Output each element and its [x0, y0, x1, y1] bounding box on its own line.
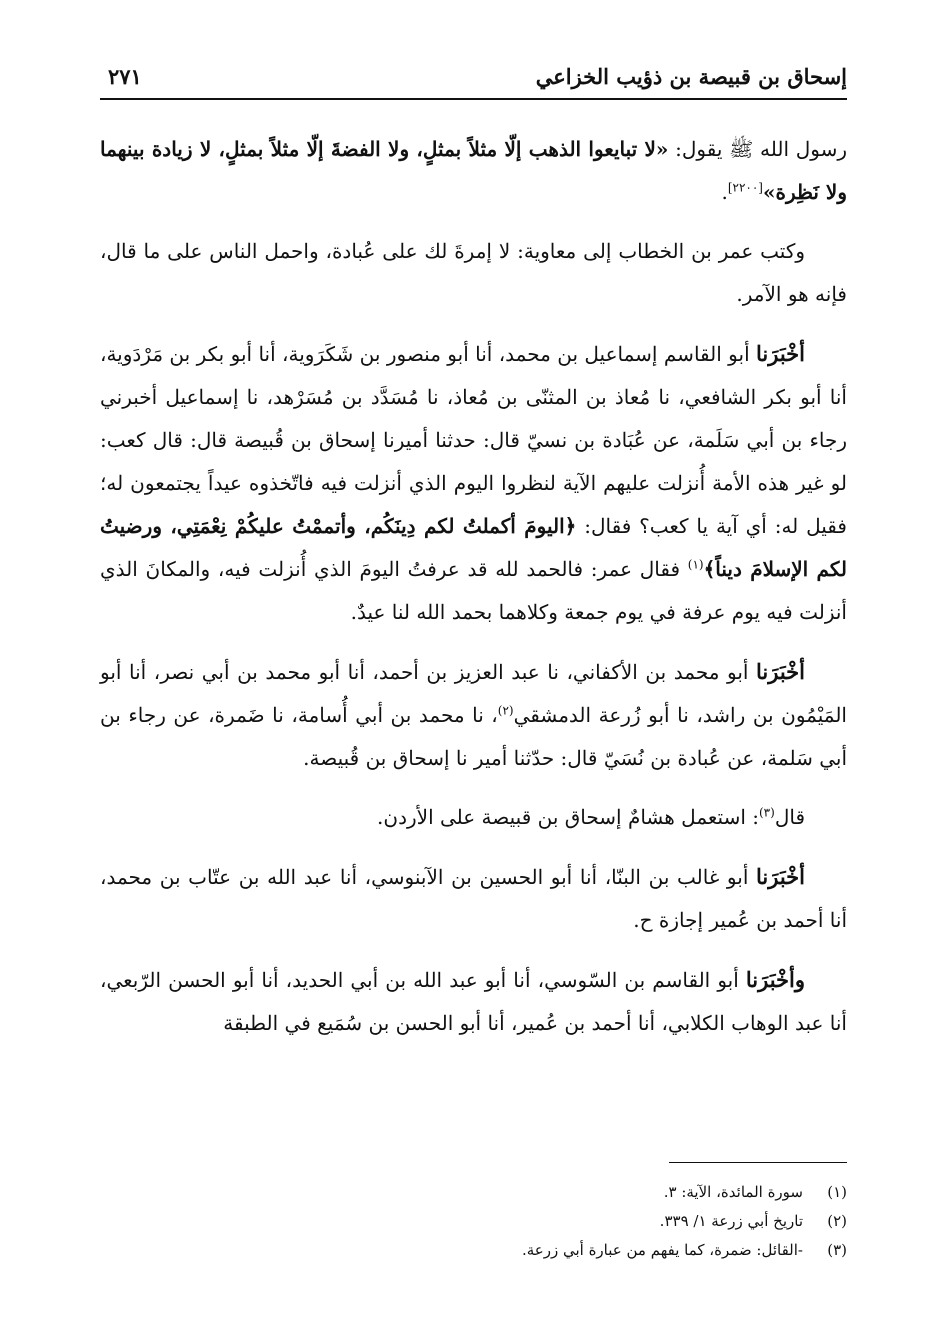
text-segment: رسول الله ﷺ يقول: — [668, 137, 847, 161]
main-text — [100, 128, 847, 1061]
paragraph — [100, 796, 847, 839]
text-segment: أبو القاسم بن السّوسي، أنا أبو عبد الله بن أبي الحديد، أنا أبو الحسن الرّبعي، أنا عبد الوهاب الكلابي، أنا أحمد بن عُمير، أنا أبو الحسن بن سُمَيع في الطبقة — [100, 968, 847, 1035]
quoted-text: ﴿اليومَ أكملتُ لكم دِينَكُم، وأتممْتُ عليكُمْ نِعْمَتِي، ورضيتُ لكم الإسلامَ ديناً﴾ — [100, 514, 847, 581]
paragraph — [100, 855, 847, 942]
paragraph — [100, 230, 847, 316]
footnote — [100, 1236, 847, 1265]
paragraph — [100, 332, 847, 634]
text-segment: فقال عمر: فالحمد لله قد عرفتُ اليومَ الذي أُنزلت فيه، والمكانَ الذي أنزلت فيه يوم عرفة في يوم جمعة وكلاهما بحمد الله لنا عيدٌ. — [100, 557, 847, 624]
text-segment: أبو القاسم إسماعيل بن محمد، أنا أبو منصور بن شَكَرَوية، أنا أبو بكر بن مَرْدَوية، أنا أبو بكر الشافعي، نا مُعاذ بن المثنّى بن مُعاذ، نا مُسَدَّد بن مُسَرْهد، نا إسماعيل أخبرني رجاء بن أبي سَلَمة، عن عُبَادة بن نسيّ قال: حدثنا أميرنا إسحاق بن قُبيصة قال: قال كعب: لو غير هذه الأمة أُنزلت عليهم الآية لنظروا اليوم الذي أنزلت فيه فاتّخذوه عيداً يجتمعون له؛ فقيل له: أي آية يا كعب؟ فقال: — [100, 342, 847, 538]
text-segment: أبو محمد بن الأكفاني، نا عبد العزيز بن أحمد، أنا أبو محمد بن أبي نصر، أنا أبو المَيْمُون بن راشد، نا أبو زُرعة الدمشقي — [100, 660, 847, 727]
footnote-text: سورة المائدة، الآية: ٣. — [663, 1183, 803, 1201]
isnad-keyword: أخْبَرَنا — [756, 864, 805, 889]
footnote-separator — [669, 1162, 847, 1163]
footnote-reference: (١) — [687, 557, 704, 572]
isnad-keyword: أخْبَرَنا — [756, 341, 805, 366]
text-segment: : استعمل هشامٌ إسحاق بن قبيصة على الأردن. — [377, 805, 759, 829]
footnote-reference: (٣) — [758, 805, 775, 820]
footnote-number: (١) — [827, 1183, 847, 1201]
footnote-number: (٢) — [827, 1212, 847, 1230]
paragraph — [100, 958, 847, 1045]
footnote — [100, 1178, 847, 1207]
isnad-keyword: أخْبَرَنا — [756, 659, 805, 684]
footnote — [100, 1207, 847, 1236]
paragraph — [100, 650, 847, 780]
footnotes — [100, 1178, 847, 1265]
text-segment: وكتب عمر بن الخطاب إلى معاوية: لا إمرةَ لك على عُبادة، واحمل الناس على ما قال، فإنه هو الآمر. — [100, 239, 847, 306]
text-segment: قال — [774, 805, 805, 829]
text-segment: . — [721, 180, 728, 204]
quoted-text: «لا تبايعوا الذهب إلّا مثلاً بمثلٍ، ولا الفضةَ إلّا مثلاً بمثلٍ، لا زيادة بينهما ولا نَظِرة» — [100, 137, 847, 204]
footnote-number: (٣) — [827, 1241, 847, 1259]
text-segment: ، نا محمد بن أبي أُسامة، نا ضَمرة، عن رجاء بن أبي سَلمة، عن عُبادة بن نُسَيّ قال: حدّثنا أمير نا إسحاق بن قُبيصة. — [100, 703, 847, 770]
page-number: ٢٧١ — [108, 64, 142, 89]
footnote-text: -القائل: ضمرة، كما يفهم من عبارة أبي زرعة. — [521, 1241, 803, 1259]
text-segment: أبو غالب بن البنّا، أنا أبو الحسين بن الآبنوسي، أنا عبد الله بن عتّاب بن محمد، أنا أحمد بن عُمير إجازة ح. — [100, 865, 847, 932]
footnote-reference: [٢٢٠٠] — [727, 180, 763, 195]
footnote-text: تاريخ أبي زرعة ١/ ٣٣٩. — [659, 1212, 803, 1230]
running-title: إسحاق بن قبيصة بن ذؤيب الخزاعي — [535, 64, 847, 89]
isnad-keyword: وأخْبَرَنا — [745, 967, 805, 992]
paragraph — [100, 128, 847, 214]
footnote-reference: (٢) — [497, 703, 514, 718]
page-header — [100, 58, 847, 100]
